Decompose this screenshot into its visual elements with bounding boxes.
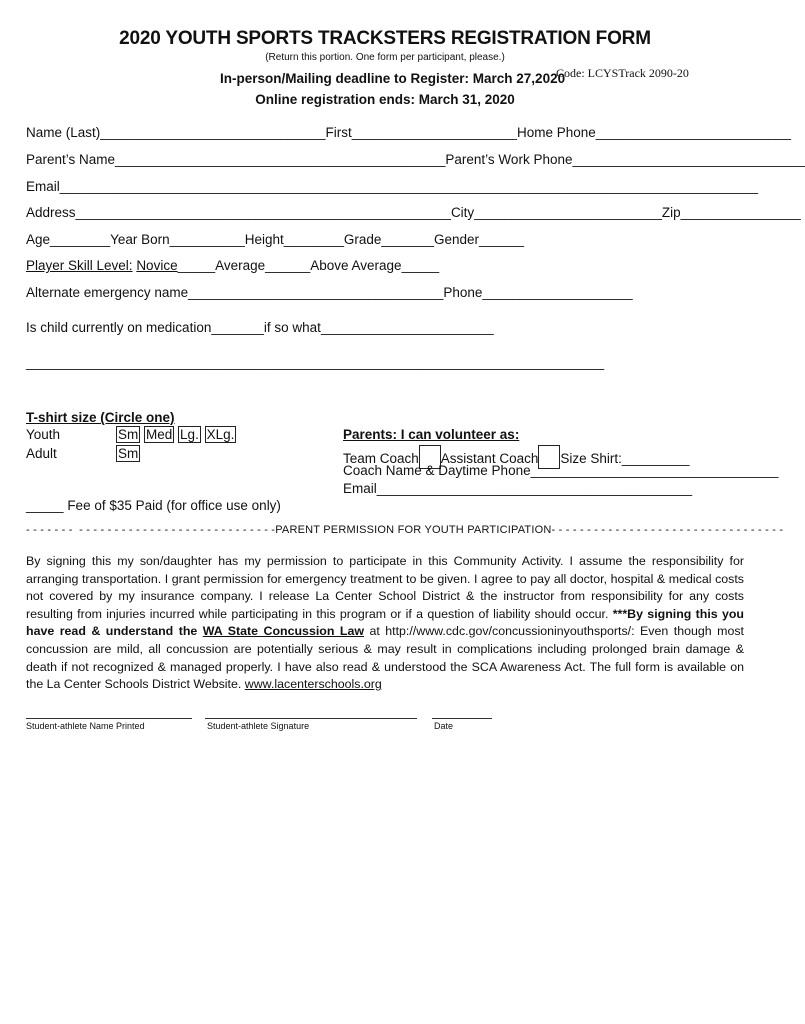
skill-level-label: Player Skill Level: bbox=[26, 258, 133, 273]
waiver-text-2: at http://www.cdc.gov/concussioninyouthsports/: Even though most concussion are mild, all concussion are potentially serious & may result in complications including prolonged brain damage & death if not recognized & managed properly. I have also read & understood the SCA Awareness Act. The full form is available on the La Center Schools District Website. bbox=[26, 624, 744, 692]
divider-dashes-right: - - - - - - - - - - - - - - - - - - - - - - - - - - - - - - - - - bbox=[551, 524, 784, 536]
signature-caption: Student-athlete Signature bbox=[207, 721, 310, 731]
alternate-phone-field[interactable]: ____________________ bbox=[482, 285, 633, 300]
assistant-coach-label: Assistant Coach bbox=[440, 451, 539, 466]
team-coach-label: Team Coach bbox=[343, 451, 419, 466]
year-born-label: Year Born bbox=[110, 232, 170, 247]
name-printed-caption: Student-athlete Name Printed bbox=[26, 721, 145, 731]
novice-field[interactable]: _____ bbox=[177, 258, 216, 273]
alternate-phone-label: Phone bbox=[443, 285, 483, 300]
last-name-field[interactable]: ______________________________ bbox=[100, 125, 326, 140]
home-phone-field[interactable]: __________________________ bbox=[595, 125, 791, 140]
youth-label: Youth bbox=[26, 427, 61, 442]
fee-row bbox=[26, 498, 281, 513]
volunteer-heading: Parents: I can volunteer as: bbox=[343, 427, 520, 442]
height-field[interactable]: ________ bbox=[283, 232, 344, 247]
name-printed-line[interactable] bbox=[26, 718, 192, 719]
alternate-name-label: Alternate emergency name bbox=[26, 285, 189, 300]
city-field[interactable]: _________________________ bbox=[474, 205, 662, 220]
address-field[interactable]: __________________________________________________ bbox=[75, 205, 451, 220]
first-name-field[interactable]: ______________________ bbox=[351, 125, 517, 140]
form-title: 2020 YOUTH SPORTS TRACKSTERS REGISTRATION FORM bbox=[119, 28, 651, 49]
age-field[interactable]: ________ bbox=[50, 232, 111, 247]
coach-name-label: Coach Name & Daytime Phone bbox=[343, 463, 531, 478]
above-average-field[interactable]: _____ bbox=[401, 258, 440, 273]
medication-field[interactable]: _______ bbox=[211, 320, 264, 335]
novice-label: Novice bbox=[136, 258, 178, 273]
youth-size-xlg[interactable]: XLg. bbox=[206, 427, 235, 442]
parent-name-label: Parent’s Name bbox=[26, 152, 116, 167]
average-field[interactable]: ______ bbox=[265, 258, 311, 273]
gender-label: Gender bbox=[433, 232, 479, 247]
adult-label: Adult bbox=[26, 446, 57, 461]
return-note: (Return this portion. One form per participant, please.) bbox=[265, 52, 505, 63]
coach-name-field[interactable]: _________________________________ bbox=[530, 463, 779, 478]
alternate-name-field[interactable]: __________________________________ bbox=[188, 285, 444, 300]
year-born-field[interactable]: __________ bbox=[169, 232, 245, 247]
youth-size-sm[interactable]: Sm bbox=[118, 427, 139, 442]
volunteer-email-field[interactable]: __________________________________________ bbox=[376, 481, 693, 496]
parent-row bbox=[26, 152, 805, 167]
skill-row bbox=[26, 258, 439, 273]
age-row bbox=[26, 232, 524, 247]
home-phone-label: Home Phone bbox=[516, 125, 596, 140]
average-label: Average bbox=[215, 258, 266, 273]
adult-size-sm[interactable]: Sm bbox=[118, 446, 139, 461]
fee-paid-field[interactable]: _____ bbox=[26, 498, 64, 513]
if-so-label: if so what bbox=[263, 320, 321, 335]
inperson-deadline: In-person/Mailing deadline to Register: March 27,2020 bbox=[220, 71, 566, 86]
address-label: Address bbox=[26, 205, 76, 220]
signature-line[interactable] bbox=[205, 718, 417, 719]
volunteer-email-label: Email bbox=[343, 481, 377, 496]
online-deadline: Online registration ends: March 31, 2020 bbox=[255, 92, 515, 107]
height-label: Height bbox=[244, 232, 284, 247]
email-label: Email bbox=[26, 179, 60, 194]
last-name-label: Name (Last) bbox=[26, 125, 101, 140]
permission-heading: PARENT PERMISSION FOR YOUTH PARTICIPATION bbox=[275, 524, 552, 536]
alternate-contact-row bbox=[26, 285, 633, 300]
waiver-bold-text: ***By signing this you have read & understand the bbox=[26, 606, 744, 639]
zip-field[interactable]: ________________ bbox=[680, 205, 801, 220]
divider-dashes-left: - - - - - - - - - - - - - - - - - - - - - - - - - - - - - - - - - - - bbox=[26, 524, 276, 536]
gender-field[interactable]: ______ bbox=[478, 232, 525, 247]
adult-size-options bbox=[116, 445, 140, 462]
youth-size-options bbox=[116, 426, 236, 443]
above-average-label: Above Average bbox=[310, 258, 402, 273]
date-caption: Date bbox=[434, 721, 454, 731]
parent-work-phone-label: Parent’s Work Phone bbox=[445, 152, 573, 167]
grade-label: Grade bbox=[343, 232, 382, 247]
waiver-text-1: By signing this my son/daughter has my permission to participate in this Community Activity. I assume the responsibility for arranging transportation. I grant permission for emergency treatment to be given. I agree to pay all doctor, hospital & medical costs not covered by my insurance company. I release La Center School District & the instructor from responsibility for any costs resulting from injuries incurred while participating in this program or if a question of liability should occur. bbox=[26, 554, 744, 621]
city-label: City bbox=[450, 205, 475, 220]
age-label: Age bbox=[26, 232, 51, 247]
youth-size-med[interactable]: Med bbox=[146, 427, 173, 442]
email-field[interactable]: _____________________________________________________________________________________________ bbox=[59, 179, 759, 194]
waiver-paragraph bbox=[26, 553, 744, 694]
name-row bbox=[26, 125, 791, 140]
district-website-link[interactable]: www.lacenterschools.org bbox=[244, 677, 382, 692]
parent-name-field[interactable]: ____________________________________________ bbox=[115, 152, 446, 167]
permission-divider bbox=[26, 524, 783, 536]
size-shirt-label: Size Shirt: bbox=[560, 451, 622, 466]
parent-work-phone-field[interactable]: _______________________________ bbox=[572, 152, 805, 167]
youth-size-lg[interactable]: Lg. bbox=[180, 427, 199, 442]
grade-field[interactable]: _______ bbox=[381, 232, 434, 247]
medication-row bbox=[26, 320, 494, 335]
coach-name-row bbox=[343, 463, 778, 478]
tshirt-heading: T-shirt size (Circle one) bbox=[26, 410, 175, 425]
fee-label: Fee of $35 Paid (for office use only) bbox=[67, 498, 281, 513]
size-shirt-field[interactable]: _________ bbox=[621, 451, 690, 466]
first-name-label: First bbox=[325, 125, 352, 140]
medication-details-field[interactable]: _____________________________________________________________________________ bbox=[26, 355, 605, 370]
form-code: Code: LCYSTrack 2090-20 bbox=[556, 66, 689, 80]
medication-label: Is child currently on medication bbox=[26, 320, 212, 335]
address-row bbox=[26, 205, 801, 220]
date-line[interactable] bbox=[432, 718, 492, 719]
concussion-law-name: WA State Concussion Law bbox=[202, 624, 364, 639]
volunteer-email-row bbox=[343, 481, 692, 496]
zip-label: Zip bbox=[661, 205, 681, 220]
email-row bbox=[26, 179, 758, 194]
if-so-field[interactable]: _______________________ bbox=[320, 320, 494, 335]
